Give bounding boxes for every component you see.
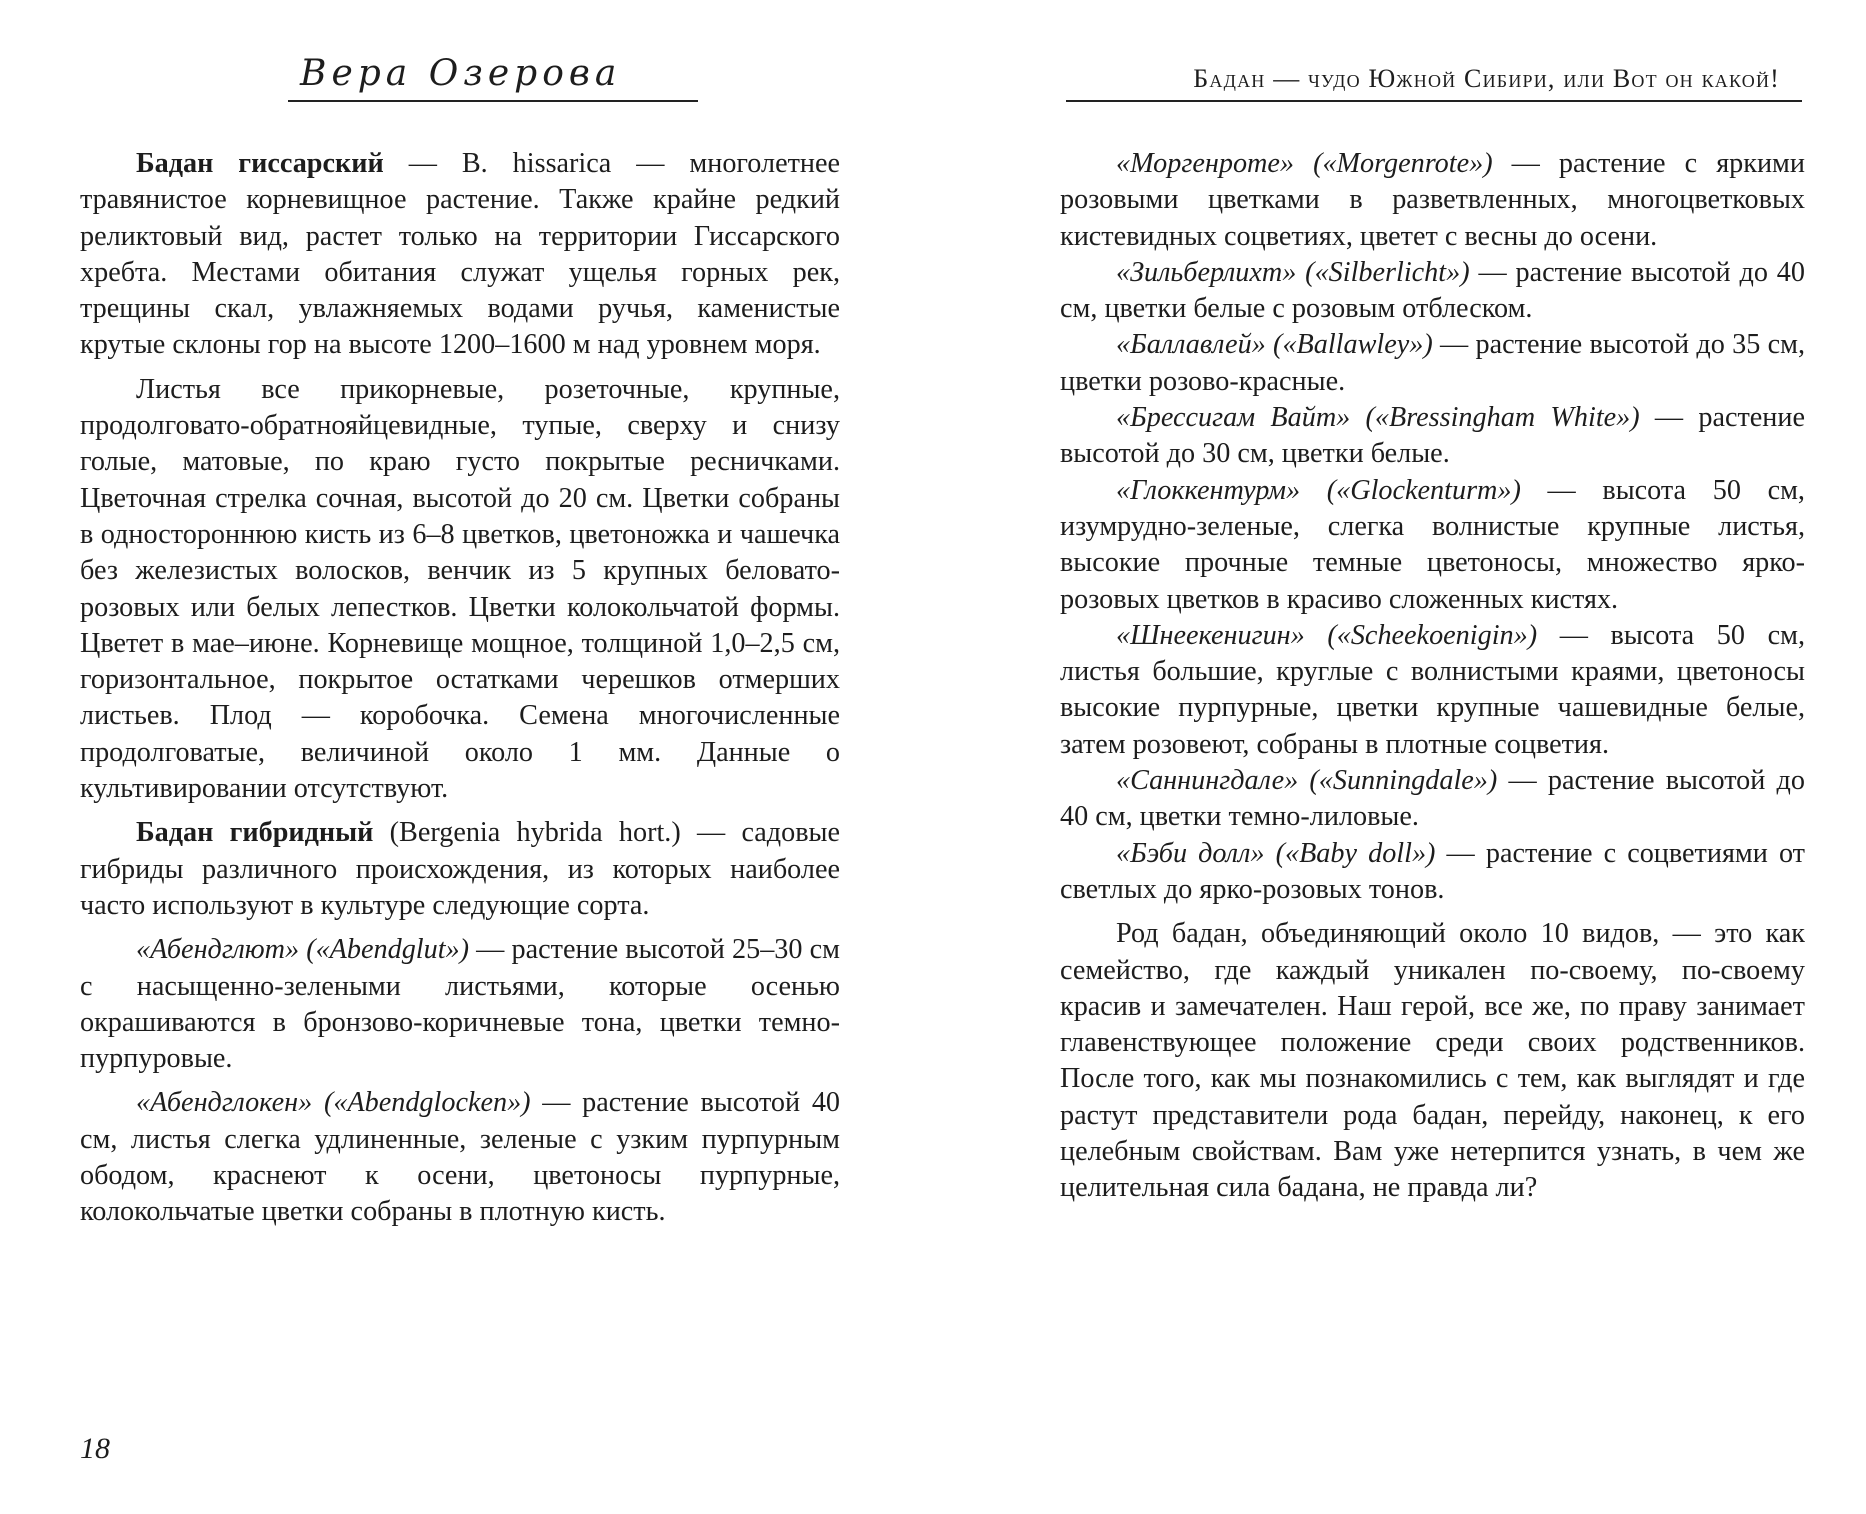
right-running-head [1066,58,1802,102]
cultivar-name: «Брессигам Вайт» («Bressingham White») [1116,402,1640,434]
chapter-title: Бадан — чудо Южной Сибири, или Вот он какой! [1193,64,1780,93]
cultivar-name: «Бэби долл» («Baby doll») [1116,837,1436,869]
cultivar-sunningdale: «Саннингдале» («Sunningdale») — растение высотой до 40 см, цветки темно-лиловые. [1060,765,1805,833]
cultivar-name: «Абендглют» («Abendglut») [136,934,470,966]
cultivar-bressingham-white: «Брессигам Вайт» («Bressingham White») — растение высотой до 30 см, цветки белые. [1060,402,1805,470]
cultivar-baby-doll: «Бэби долл» («Baby doll») — растение с соцветиями от светлых до ярко-розовых тонов. [1060,837,1805,905]
cultivar-abendglut: «Абендглют» («Abendglut») — растение высотой 25–30 см с насыщенно-зелеными листьями, которые осенью окрашиваются в бронзово-коричневые тона, цветки темно-пурпуровые. [80,934,840,1075]
cultivar-name: «Шнеекенигин» («Scheekoenigin») [1116,619,1538,651]
cultivar-scheekoenigin: «Шнеекенигин» («Scheekoenigin») — высота 50 см, листья большие, круглые с волнистыми краями, цветоносы высокие пурпурные, цветки крупные чашевидные белые, затем розовеют, собраны в плотные соцветия. [1060,619,1805,760]
cultivar-glockenturm: «Глоккентурм» («Glockenturm») — высота 50 см, изумрудно-зеленые, слегка волнистые крупные листья, высокие прочные темные цветоносы, множество ярко-розовых цветков в красиво сложенных кистях. [1060,474,1805,615]
paragraph-hybrida: Бадан гибридный (Bergenia hybrida hort.) — садовые гибриды различного происхождения, из которых наиболее часто используют в культуре следующие сорта. [80,817,840,921]
cultivar-name: «Баллавлей» («Ballawley») [1116,329,1433,361]
term-hissarica: Бадан гиссарский [136,148,384,179]
cultivar-name: «Саннингдале» («Sunningdale») [1116,765,1498,797]
cultivar-ballawley: «Баллавлей» («Ballawley») — растение высотой до 35 см, цветки розово-красные. [1060,329,1805,397]
left-running-head [288,53,698,102]
cultivar-silberlicht: «Зильберлихт» («Silberlicht») — растение высотой до 40 см, цветки белые с розовым отблеском. [1060,256,1805,325]
cultivar-abendglocken: «Абендглокен» («Abendglocken») — растение высотой 40 см, листья слегка удлиненные, зеленые с узким пурпурным ободом, краснеют к осени, цветоносы пурпурные, колокольчатые цветки собраны в плотную кисть. [80,1087,841,1228]
term-hybrida: Бадан гибридный [136,817,374,849]
paragraph-closing: Род бадан, объединяющий около 10 видов, — это как семейство, где каждый уникален по-своему, по-своему красив и замечателен. Наш герой, все же, по праву занимает главенствующее положение среди своих родственников. После того, как мы познакомились с тем, как выглядят и где растут представители рода бадан, перейду, наконец, к его целебным свойствам. Вам уже нетерпится узнать, в чем же целительная сила бадана, не правда ли? [1060,918,1805,1204]
right-page-text [1060,146,1805,1207]
paragraph-leaves: Листья все прикорневые, розеточные, крупные, продолговато-обратнояйцевидные, тупые, сверху и снизу голые, матовые, по краю густо покрытые ресничками. Цветочная стрелка сочная, высотой до 20 см. Цветки собраны в одностороннюю кисть из 6–8 цветков, цветоножка и чашечка без железистых волосков, венчик из 5 крупных беловато-розовых или белых лепестков. Цветки колокольчатой формы. Цветет в мае–июне. Корневище мощное, толщиной 1,0–2,5 см, горизонтальное, покрытое остатками черешков отмерших листьев. Плод — коробочка. Семена многочисленные продолговатые, величиной около 1 мм. Данные о культивировании отсутствуют. [80,373,840,805]
author-name: Вера Озерова [300,53,622,94]
left-page-text [80,146,840,1231]
cultivar-morgenrote: «Моргенроте» («Morgenrote») — растение с яркими розовыми цветками в разветвленных, многоцветковых кистевидных соцветиях, цветет с весны до осени. [1060,148,1805,252]
page-number: 18 [80,1432,110,1465]
cultivar-name: «Абендглокен» («Abendglocken») [136,1087,531,1119]
paragraph-hissarica: Бадан гиссарский — B. hissarica — многолетнее травянистое корневищное растение. Также крайне редкий реликтовый вид, растет только на территории Гиссарского хребта. Местами обитания служат ущелья горных рек, трещины скал, увлажняемых водами ручья, каменистые крутые склоны гор на высоте 1200–1600 м над уровнем моря. [80,148,841,361]
cultivar-name: «Моргенроте» («Morgenrote») [1116,148,1493,179]
cultivar-name: «Зильберлихт» («Silberlicht») [1116,256,1470,288]
cultivar-name: «Глоккентурм» («Glockenturm») [1116,474,1521,506]
